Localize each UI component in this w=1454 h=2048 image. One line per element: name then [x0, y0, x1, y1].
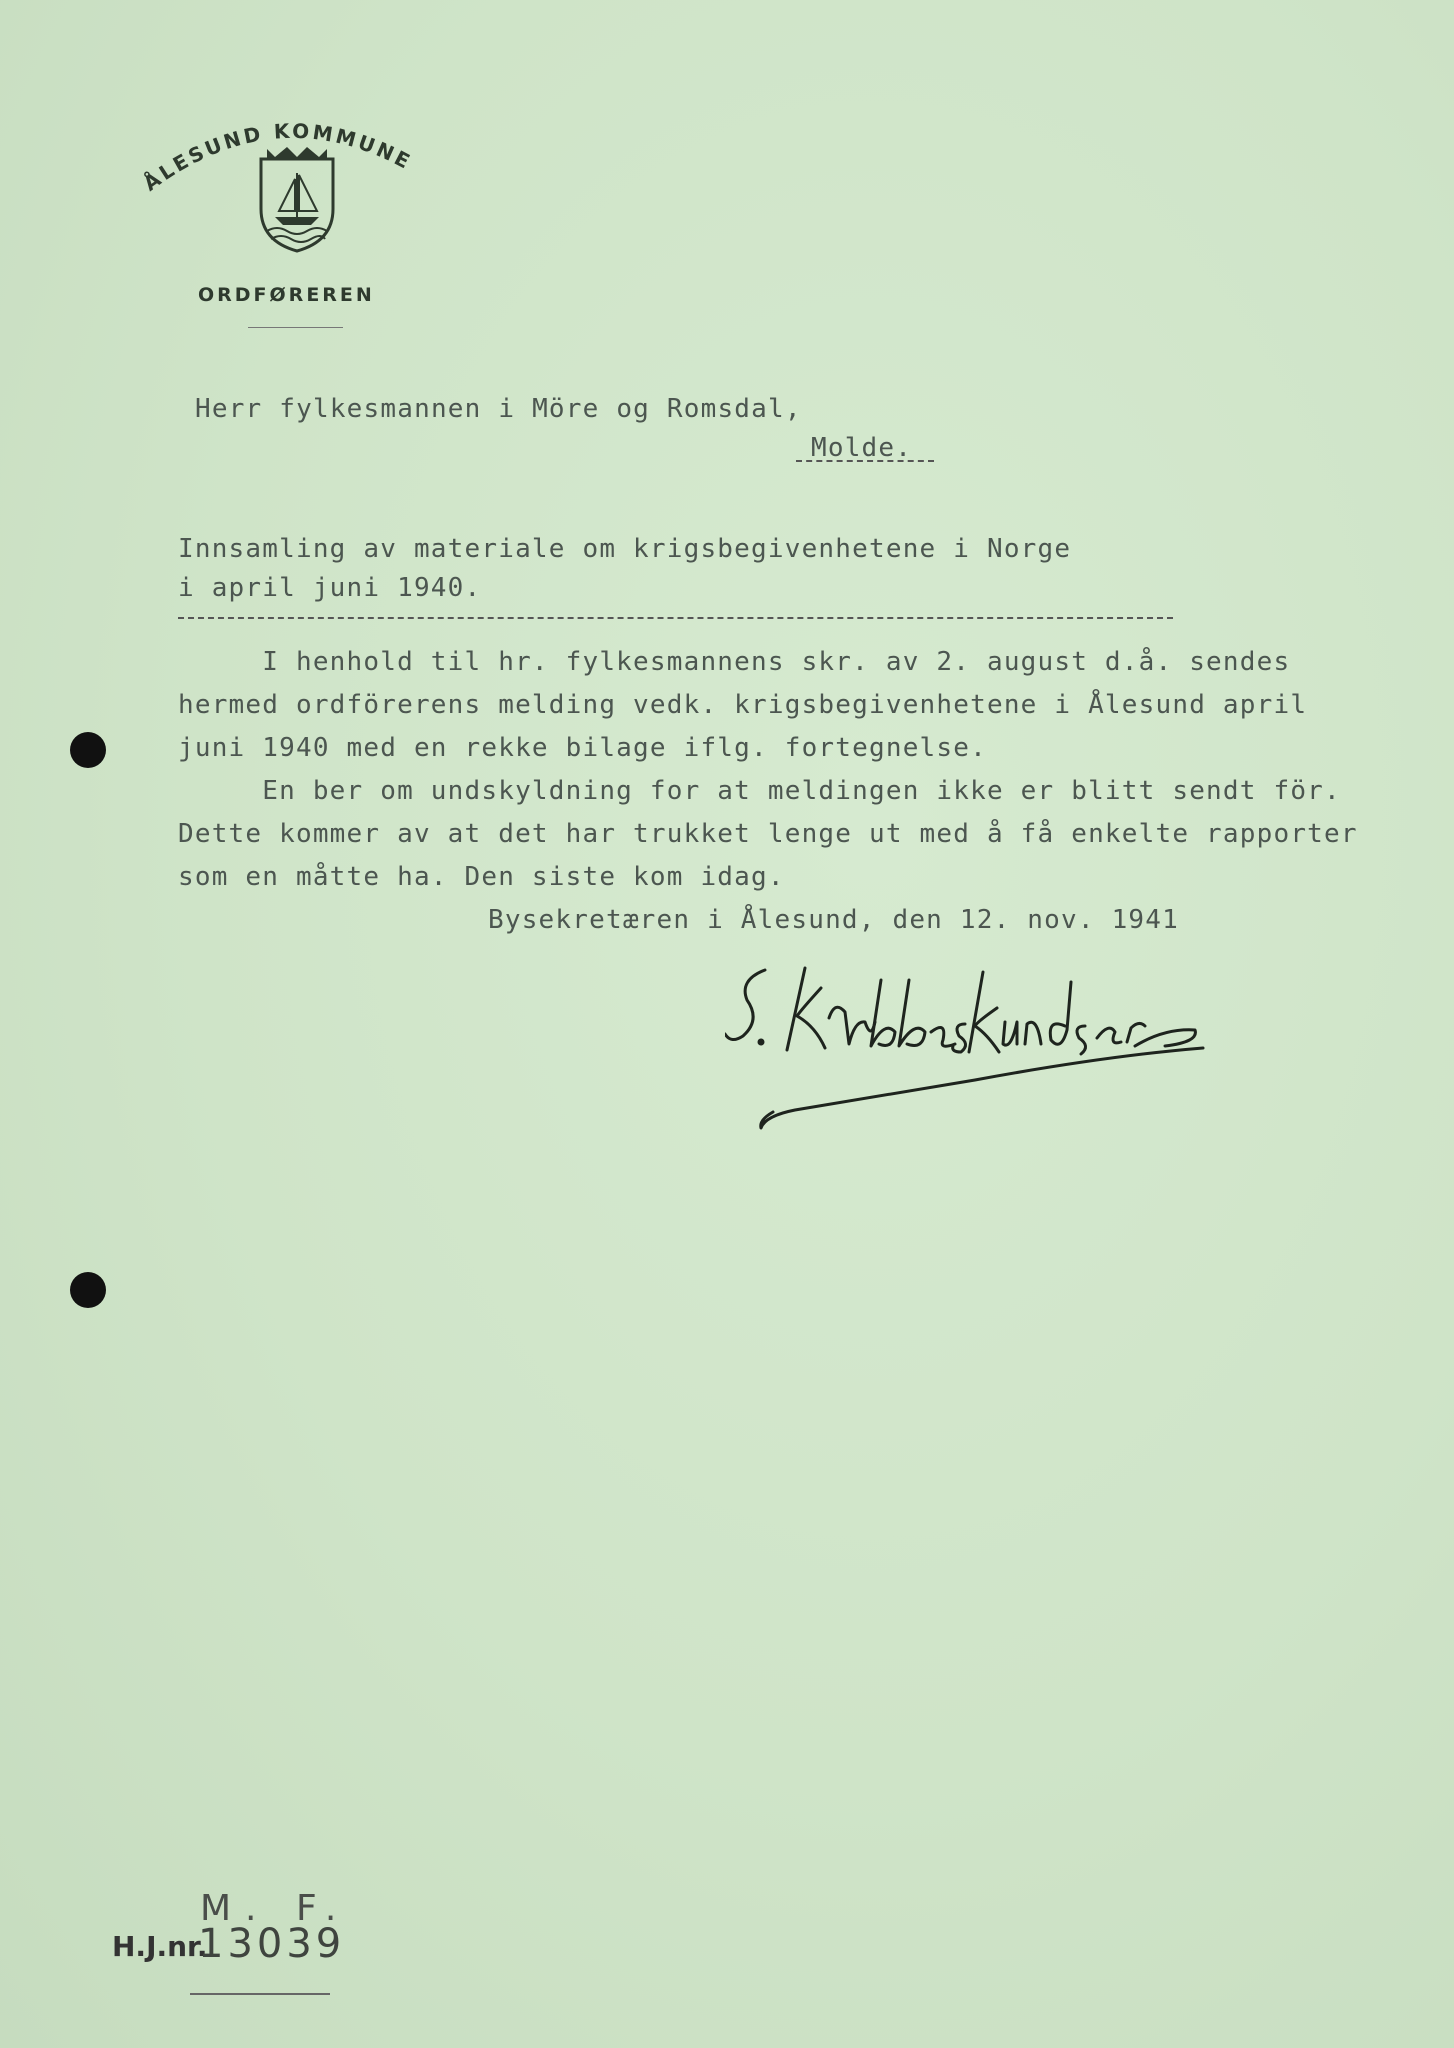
body-line: hermed ordförerens melding vedk. krigsbegivenhetene i Ålesund april — [178, 690, 1308, 720]
recipient-line-2: Molde. — [811, 433, 913, 463]
punch-hole-bottom — [70, 1272, 106, 1308]
closing-line: Bysekretæren i Ålesund, den 12. nov. 1941 — [488, 905, 1179, 935]
svg-text:ÅLESUND KOMMUNE: ÅLESUND KOMMUNE — [138, 118, 417, 196]
office-title: ORDFØREREN — [198, 284, 375, 306]
body-line: som en måtte ha. Den siste kom idag. — [178, 862, 785, 892]
registry-stamp-mark: M. F. — [200, 1888, 351, 1929]
registry-stamp-number: 13039 — [198, 1921, 346, 1967]
body-line: Dette kommer av at det har trukket lenge ut med å få enkelte rapporter — [178, 819, 1358, 849]
subject-line-2: i april juni 1940. — [178, 573, 482, 603]
body-line: En ber om undskyldning for at meldingen ikke er blitt sendt för. — [178, 776, 1341, 806]
body-line: I henhold til hr. fylkesmannens skr. av 2. august d.å. sendes — [178, 647, 1291, 677]
recipient-underline — [796, 460, 934, 462]
letterhead-divider — [248, 327, 343, 328]
subject-underline — [178, 617, 1173, 619]
punch-hole-top — [70, 732, 106, 768]
registry-stamp-label: H.J.nr. — [112, 1930, 208, 1963]
subject-line-1: Innsamling av materiale om krigsbegivenhetene i Norge — [178, 534, 1072, 564]
stamp-underline — [190, 1993, 330, 1995]
coat-of-arms-icon — [253, 145, 341, 255]
recipient-line-1: Herr fylkesmannen i Möre og Romsdal, — [195, 394, 802, 424]
handwritten-signature — [725, 960, 1215, 1130]
body-line: juni 1940 med en rekke bilage iflg. fortegnelse. — [178, 733, 987, 763]
